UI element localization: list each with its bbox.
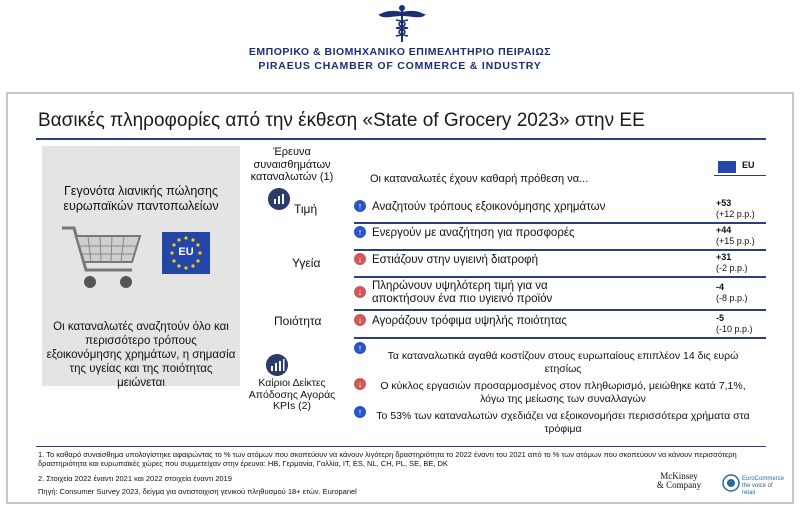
survey-item-pay-more-line1: Πληρώνουν υψηλότερη τιμή για να (372, 280, 548, 292)
shopping-cart-icon (58, 222, 144, 294)
eu-column-header (714, 158, 766, 176)
category-quality: Ποιότητα (274, 314, 322, 328)
row-divider (354, 222, 766, 224)
price-icon (268, 188, 290, 210)
eu-flag-label: EU (178, 246, 194, 258)
eurocommerce-text (742, 476, 784, 497)
survey-item-quality-food: Αγοράζουν τρόφιμα υψηλής ποιότητας (372, 315, 567, 327)
kpi-chart-icon (266, 354, 288, 376)
arrow-down-icon: ↓ (354, 286, 366, 298)
arrow-up-icon: ↑ (354, 342, 366, 354)
value-change: (+12 p.p.) (716, 209, 755, 219)
mckinsey-line1: McKinsey (660, 471, 698, 481)
kpi-item-savings: Το 53% των καταναλωτών σχεδιάζει να εξοικονομήσει περισσότερα χρήματα στα τρόφιμα (376, 410, 750, 435)
value-net: -4 (716, 282, 725, 292)
retail-facts-title: Γεγονότα λιανικής πώλησης ευρωπαϊκών παντοπωλείων (63, 184, 219, 213)
eu-flag-icon (162, 232, 210, 274)
survey-heading: Έρευνα συναισθημάτων καταναλωτών (1) (250, 146, 334, 183)
survey-item-pay-more-line2: αποκτήσουν ένα πιο υγιεινό προϊόν (372, 293, 553, 305)
arrow-up-icon: ↑ (354, 226, 366, 238)
eurocommerce-line1: EuroCommerce (742, 476, 785, 482)
arrow-up-icon: ↑ (354, 200, 366, 212)
survey-value-2 (716, 225, 768, 247)
caduceus-icon (376, 4, 428, 44)
mckinsey-line2: & Company (656, 480, 702, 490)
eurocommerce-icon (722, 474, 740, 492)
arrow-up-icon: ↑ (354, 406, 366, 418)
row-divider (354, 249, 766, 251)
retail-facts-summary: Οι καταναλωτές αναζητούν όλο και περισσότερο τρόπους εξοικονόμησης χρημάτων, η σημασία της υγείας και της ποιότητας μειώνεται (46, 321, 236, 389)
arrow-down-icon: ↓ (354, 253, 366, 265)
value-net: +31 (716, 252, 732, 262)
arrow-down-icon: ↓ (354, 314, 366, 326)
value-change: (-8 p.p.) (716, 293, 748, 303)
value-change: (-2 p.p.) (716, 263, 748, 273)
kpi-item-cost: Τα καταναλωτικά αγαθά κοστίζουν στους ευρωπαίους επιπλέον 14 δις ευρώ ετησίως (387, 350, 739, 375)
mckinsey-logo (644, 472, 714, 490)
footnote-2: 2. Στοιχεία 2022 έναντι 2021 και 2022 στοιχεία έναντι 2019 (38, 474, 232, 483)
survey-value-5 (716, 313, 768, 335)
footnote-divider (36, 446, 766, 447)
source-note: Πηγή: Consumer Survey 2023, δείγμα για αντιστοιχιση γενικού πληθυσμού 18+ ετών. Europanel (38, 487, 357, 496)
value-change: (+15 p.p.) (716, 236, 755, 246)
row-divider (354, 276, 766, 278)
page-header (0, 0, 800, 82)
eurocommerce-line2: the voice of retail (742, 483, 773, 496)
eurocommerce-logo (722, 472, 785, 496)
title-divider (36, 138, 766, 140)
value-net: +53 (716, 198, 732, 208)
value-net: -5 (716, 313, 725, 323)
row-divider (354, 337, 766, 339)
survey-value-1 (716, 198, 768, 220)
survey-value-4 (716, 282, 768, 304)
org-name-greek: ΕΜΠΟΡΙΚΟ & ΒΙΟΜΗΧΑΝΙΚΟ ΕΠΙΜΕΛΗΤΗΡΙΟ ΠΕΙΡΑΙΩΣ (248, 46, 552, 58)
survey-intent: Οι καταναλωτές έχουν καθαρή πρόθεση να... (370, 173, 589, 185)
value-net: +44 (716, 225, 732, 235)
kpi-heading: Καίριοι Δείκτες Απόδοσης Αγοράς KPIs (2) (248, 377, 336, 412)
survey-item-save-money: Αναζητούν τρόπους εξοικονόμησης χρημάτων (372, 201, 606, 213)
survey-item-healthy-diet: Εστιάζουν στην υγιεινή διατροφή (372, 254, 538, 266)
eu-column-label: EU (742, 160, 755, 170)
row-divider (354, 309, 766, 311)
arrow-down-icon: ↓ (354, 378, 366, 390)
org-name-english: PIRAEUS CHAMBER OF COMMERCE & INDUSTRY (258, 60, 542, 72)
eu-flag-icon (718, 161, 736, 173)
category-health: Υγεία (292, 256, 321, 270)
retail-facts-box (42, 146, 240, 389)
report-panel (6, 92, 794, 504)
footnote-1: 1. Το καθαρό συναίσθημα υπολογίστηκε αφαιρώντας το % των ατόμων που σκοπεύουν να κάνουν λιγότερη δραστηριότητα το 2022 έναντι του 2021 από το % των ατόμων που σκοπεύουν να κάνουν περισσότερη δραστηριότητα και ευρωπαϊκές χώρες που συμμετείχαν στην έρευνα: HB, Γερμανία, Γαλλία, IT, ES, NL, CH, PL, SE, BE, DK (38, 450, 737, 468)
category-price: Τιμή (294, 202, 318, 216)
survey-item-promotions: Ενεργούν με αναζήτηση για προσφορές (372, 227, 575, 239)
page-title: Βασικές πληροφορίες από την έκθεση «State of Grocery 2023» στην ΕΕ (38, 110, 645, 131)
survey-value-3 (716, 252, 768, 274)
kpi-item-turnover: Ο κύκλος εργασιών προσαρμοσμένος στον πληθωρισμό, μειώθηκε κατά 7,1%, λόγω της μείωσης των συναλλαγών (380, 380, 746, 405)
value-change: (-10 p.p.) (716, 324, 753, 334)
